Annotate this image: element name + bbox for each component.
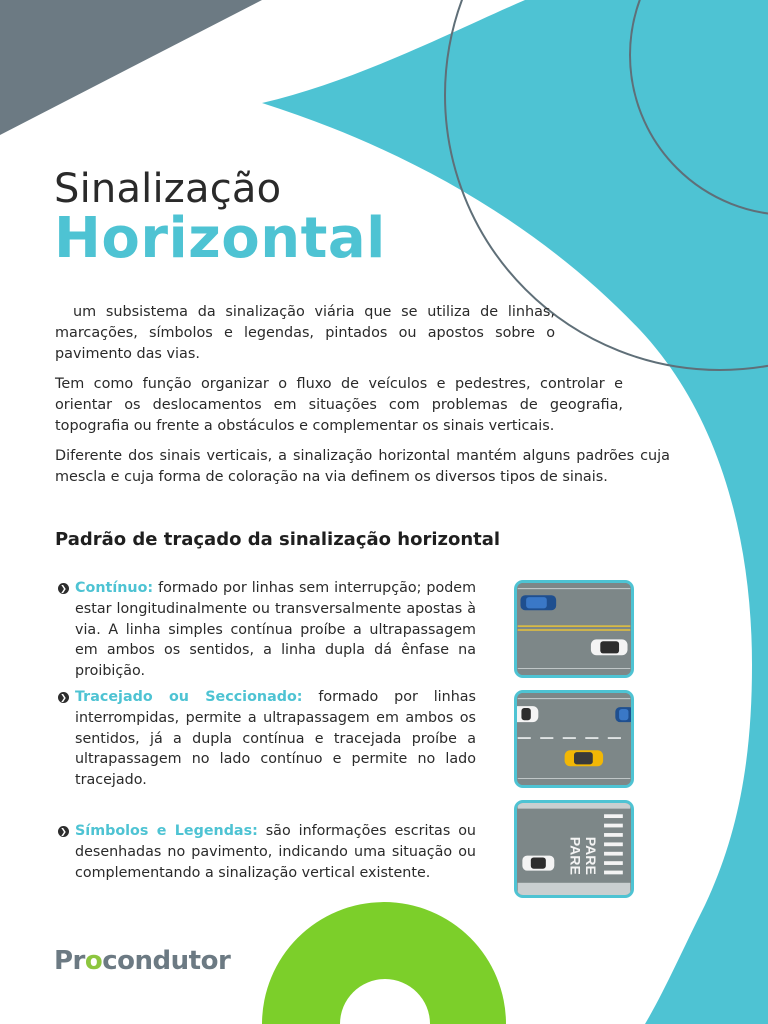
title-line1: Sinalização — [54, 166, 282, 212]
white-car-icon — [591, 639, 628, 655]
bullet-text: são informações escritas ou desenhadas no pavimento, indicando uma situação ou complementando a sinalização vertical existente. — [75, 822, 476, 881]
white-car-icon — [522, 856, 554, 871]
bullet-item-simbolos — [58, 821, 476, 883]
bullet-item-continuo — [58, 578, 476, 682]
logo-text-part1: Pr — [54, 946, 85, 976]
section-title: Padrão de traçado da sinalização horizontal — [55, 529, 501, 550]
blue-car-icon — [520, 595, 556, 610]
procondutor-logo — [54, 946, 230, 976]
road-thumbnail-simbolos — [514, 800, 634, 898]
gray-corner-shape — [0, 0, 262, 135]
road-simbolos-illustration — [517, 803, 631, 895]
road-thumbnail-continuo — [514, 580, 634, 678]
intro-paragraph-3: Diferente dos sinais verticais, a sinalização horizontal mantém alguns padrões cuja mescla e cuja forma de coloração na via definem os diversos tipos de sinais. — [55, 448, 670, 485]
intro-paragraph-2: Tem como função organizar o fluxo de veículos e pedestres, controlar e orientar os deslocamentos em situações com problemas de geografia, topografia ou frente a obstáculos e complementar os sinais verticais. — [55, 376, 623, 434]
bullet-arrow-icon: ❯ — [58, 826, 69, 837]
blue-car-icon — [615, 707, 631, 722]
yellow-taxi-icon — [565, 750, 603, 766]
white-car-icon — [517, 706, 538, 722]
road-legend-pare-2: PARE — [583, 836, 600, 875]
road-continuo-illustration — [517, 583, 631, 675]
road-tracejado-illustration — [517, 693, 631, 785]
road-legend-pare-1: PARE — [567, 836, 584, 875]
title-line2: Horizontal — [54, 206, 386, 271]
road-thumbnail-tracejado — [514, 690, 634, 788]
intro-text — [55, 302, 670, 488]
bullet-text: formado por linhas sem interrupção; podem estar longitudinalmente ou transversalmente apostas à via. A linha simples contínua proíbe a ultrapassagem em ambos os sentidos, a linha dupla dá ênfase na proibição. — [75, 580, 476, 680]
bullet-term: Tracejado ou Seccionado: — [75, 688, 303, 705]
logo-text-part2: o — [84, 946, 103, 976]
intro-paragraph-1: um subsistema da sinalização viária que se utiliza de linhas, marcações, símbolos e legendas, pintados ou apostos sobre o pavimento das vias. — [55, 304, 555, 362]
bullet-term: Símbolos e Legendas: — [75, 822, 258, 839]
bullet-term: Contínuo: — [75, 580, 154, 596]
bullet-list — [58, 578, 476, 883]
bullet-text: formado por linhas interrompidas, permite a ultrapassagem em ambos os sentidos, já a dupla contínua e tracejada proíbe a ultrapassagem no lado contínuo e permite no lado tracejado. — [75, 688, 476, 789]
bullet-arrow-icon: ❯ — [58, 692, 69, 703]
bullet-item-tracejado — [58, 687, 476, 791]
bullet-arrow-icon: ❯ — [58, 583, 69, 594]
logo-text-part3: condutor — [102, 946, 231, 976]
